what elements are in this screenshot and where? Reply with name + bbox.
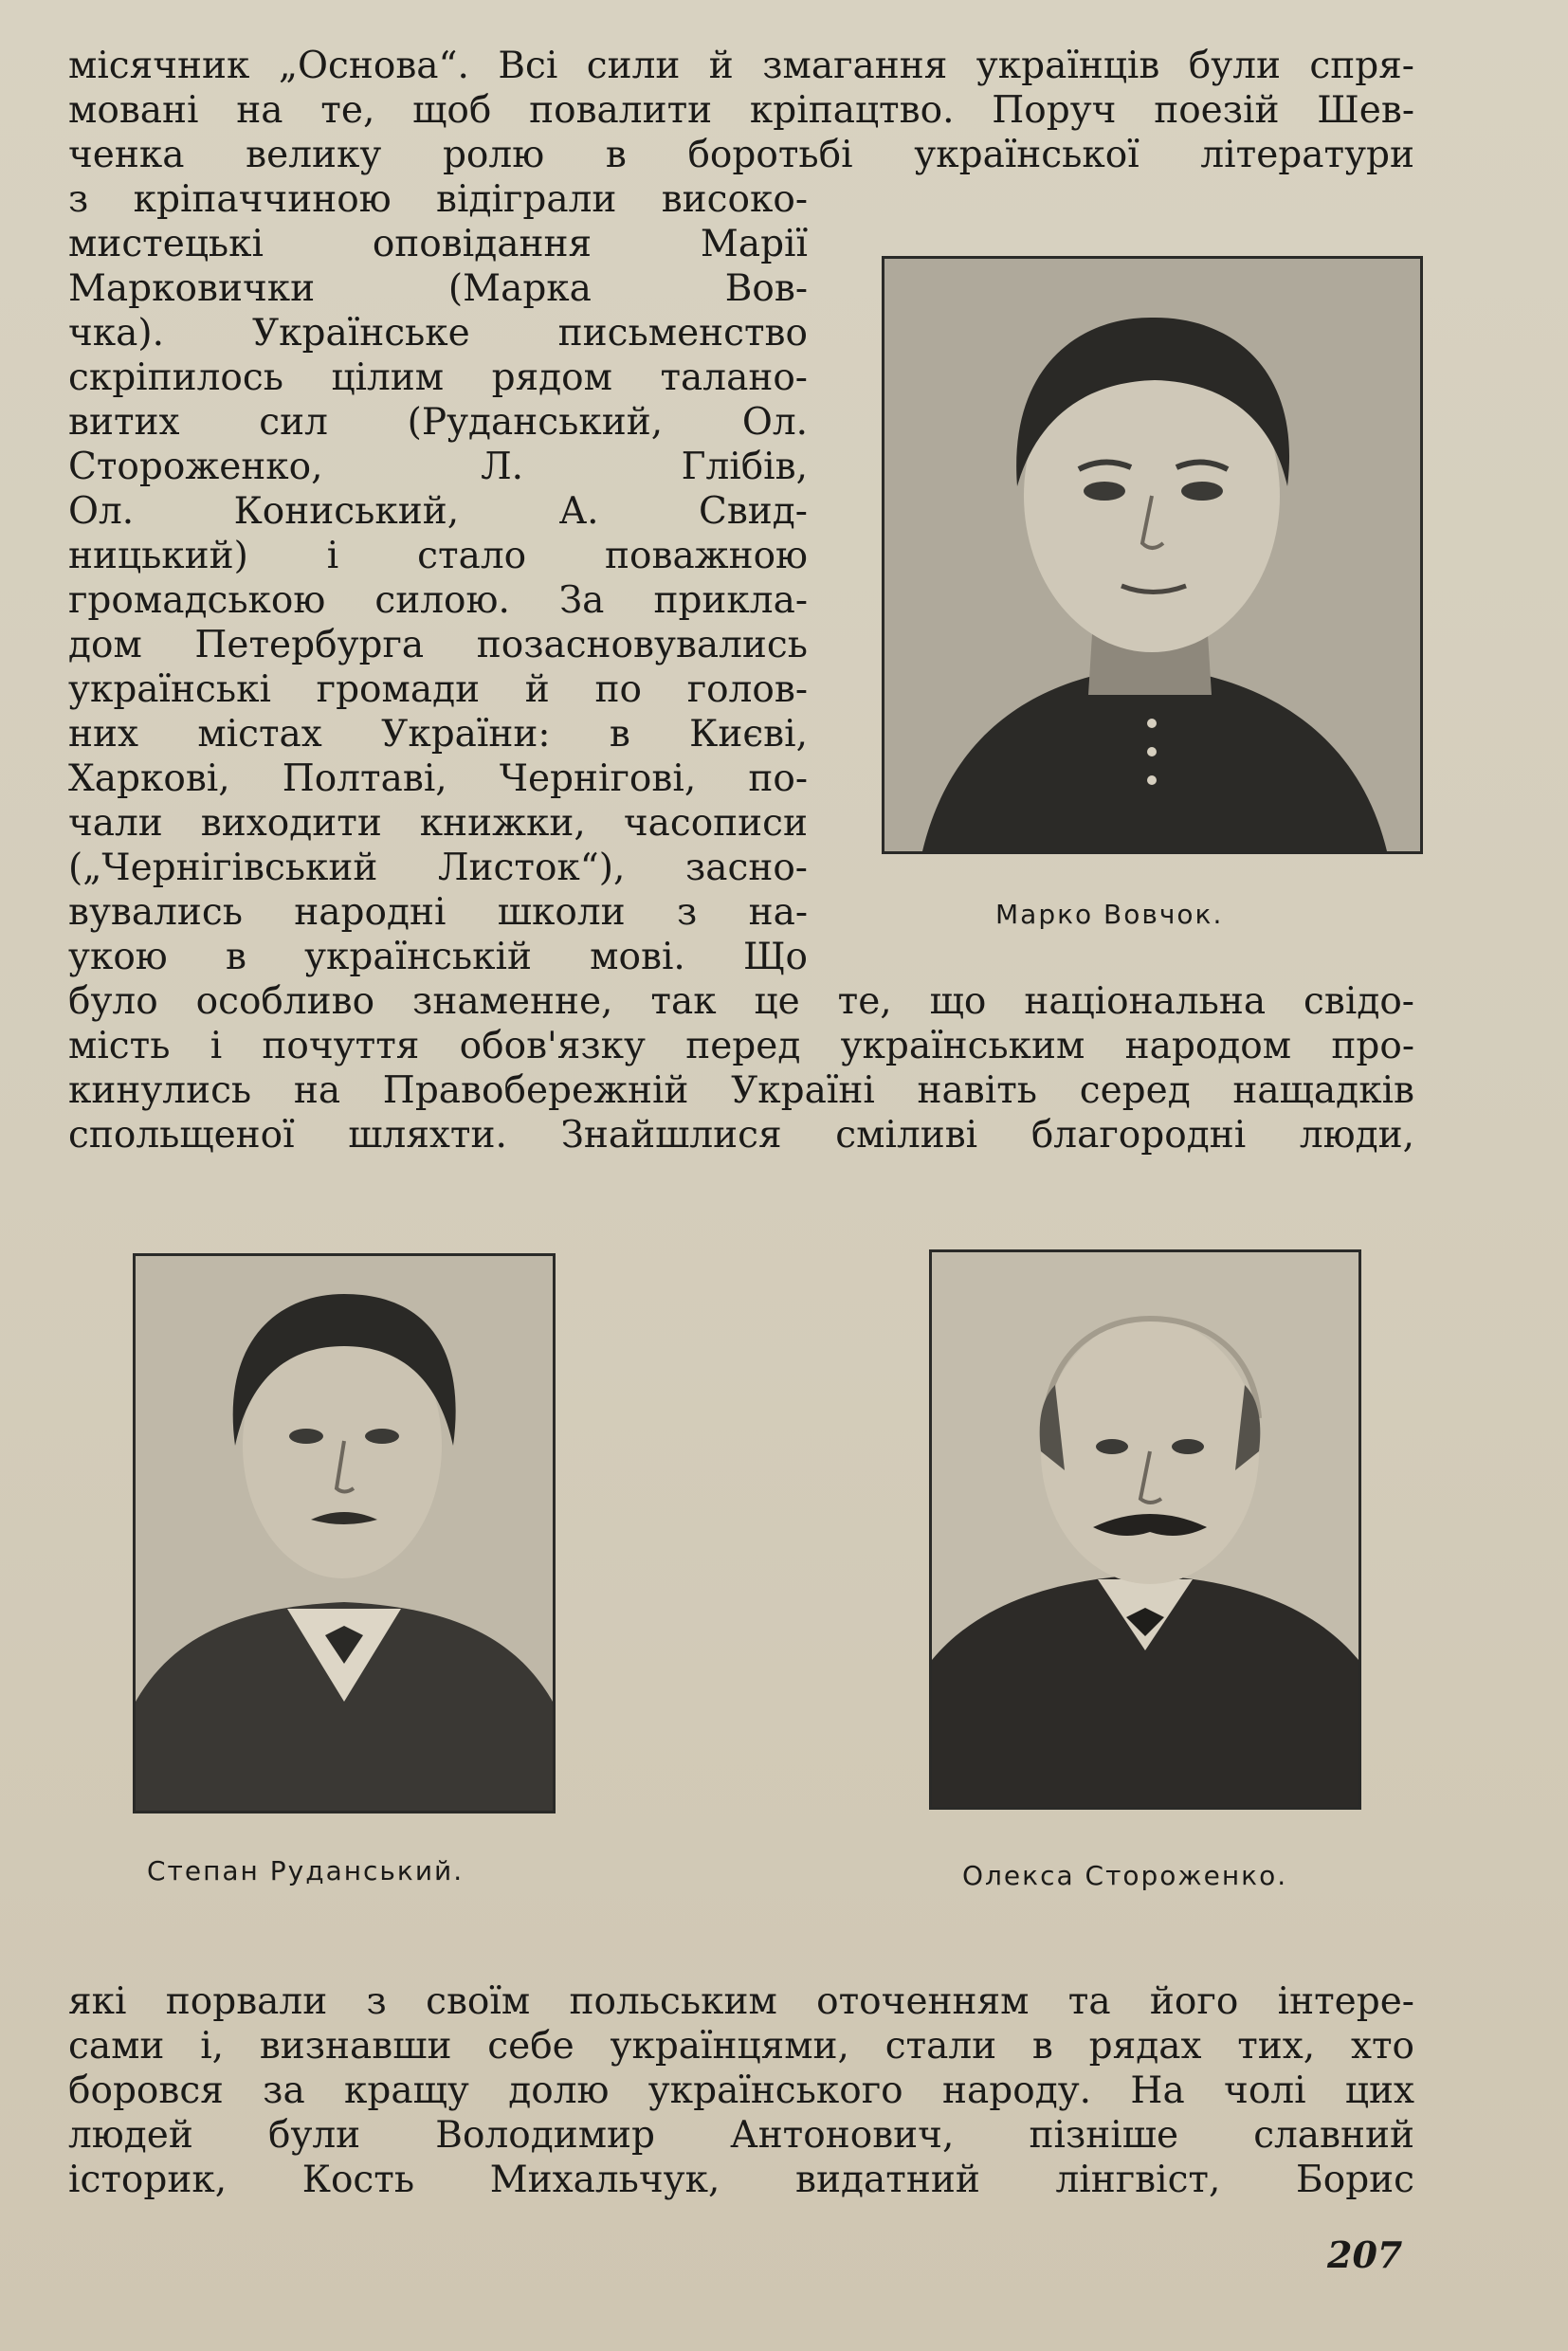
text-line: ченка велику ролю в боротьбі української літератури [68, 134, 1414, 176]
text-line: мовані на те, щоб повалити кріпацтво. Поруч поезій Шев- [68, 89, 1414, 132]
bottom-text [68, 1979, 1414, 2202]
text-line: Харкові, Полтаві, Чернігові, по- [68, 757, 808, 800]
text-line: з кріпаччиною відіграли високо- [68, 178, 808, 221]
text-line: громадською силою. За прикла- [68, 579, 808, 622]
text-line: місячник „Основа“. Всі сили й змагання українців були спря- [68, 45, 1414, 87]
text-line: укою в українській мові. Що [68, 936, 808, 978]
top-text-full [68, 44, 1414, 177]
text-line: дом Петербурга позасновувались [68, 624, 808, 666]
top-text-full-after [68, 979, 1414, 1157]
text-line: історик, Кость Михальчук, видатний лінгвіст, Борис [68, 2159, 1414, 2201]
caption-oleksa-storozhenko: Олекса Стороженко. [962, 1860, 1288, 1891]
portrait-oleksa-storozhenko [929, 1249, 1361, 1810]
portrait-drawing [932, 1252, 1358, 1807]
text-line: чали виходити книжки, часописи [68, 802, 808, 845]
text-line: вувались народні школи з на- [68, 891, 808, 934]
text-line: сами і, визнавши себе українцями, стали в рядах тих, хто [68, 2025, 1414, 2068]
text-line: спольщеної шляхти. Знайшлися сміливі благородні люди, [68, 1114, 1414, 1157]
text-line: мистецькі оповідання Марії [68, 223, 808, 265]
text-line: було особливо знаменне, так це те, що національна свідо- [68, 980, 1414, 1023]
text-line: Стороженко, Л. Глібів, [68, 446, 808, 488]
text-line: ницький) і стало поважною [68, 535, 808, 577]
portrait-drawing [884, 259, 1420, 851]
text-line: Марковички (Марка Вов- [68, 267, 808, 310]
text-line: чка). Українське письменство [68, 312, 808, 355]
text-line: („Чернігівський Листок“), засно- [68, 847, 808, 889]
text-line: мість і почуття обов'язку перед українським народом про- [68, 1025, 1414, 1067]
text-line: боровся за кращу долю українського народу. На чолі цих [68, 2069, 1414, 2112]
text-line: витих сил (Руданський, Ол. [68, 401, 808, 444]
portrait-drawing [136, 1256, 553, 1811]
text-line: скріпилось цілим рядом талано- [68, 356, 808, 399]
portrait-stepan-rudansky [133, 1253, 556, 1813]
text-line: Ол. Кониський, А. Свид- [68, 490, 808, 533]
caption-marko-vovchok: Марко Вовчок. [995, 899, 1224, 930]
text-line: українські громади й по голов- [68, 668, 808, 711]
text-line: кинулись на Правобережній Україні навіть серед нащадків [68, 1069, 1414, 1112]
page-number: 207 [1327, 2233, 1403, 2276]
top-text-narrow [68, 177, 808, 979]
portrait-marko-vovchok [882, 256, 1423, 854]
text-line: які порвали з своїм польським оточенням та його інтере- [68, 1980, 1414, 2023]
text-line: людей були Володимир Антонович, пізніше славний [68, 2114, 1414, 2157]
caption-stepan-rudansky: Степан Руданський. [147, 1855, 465, 1886]
text-line: них містах України: в Києві, [68, 713, 808, 756]
